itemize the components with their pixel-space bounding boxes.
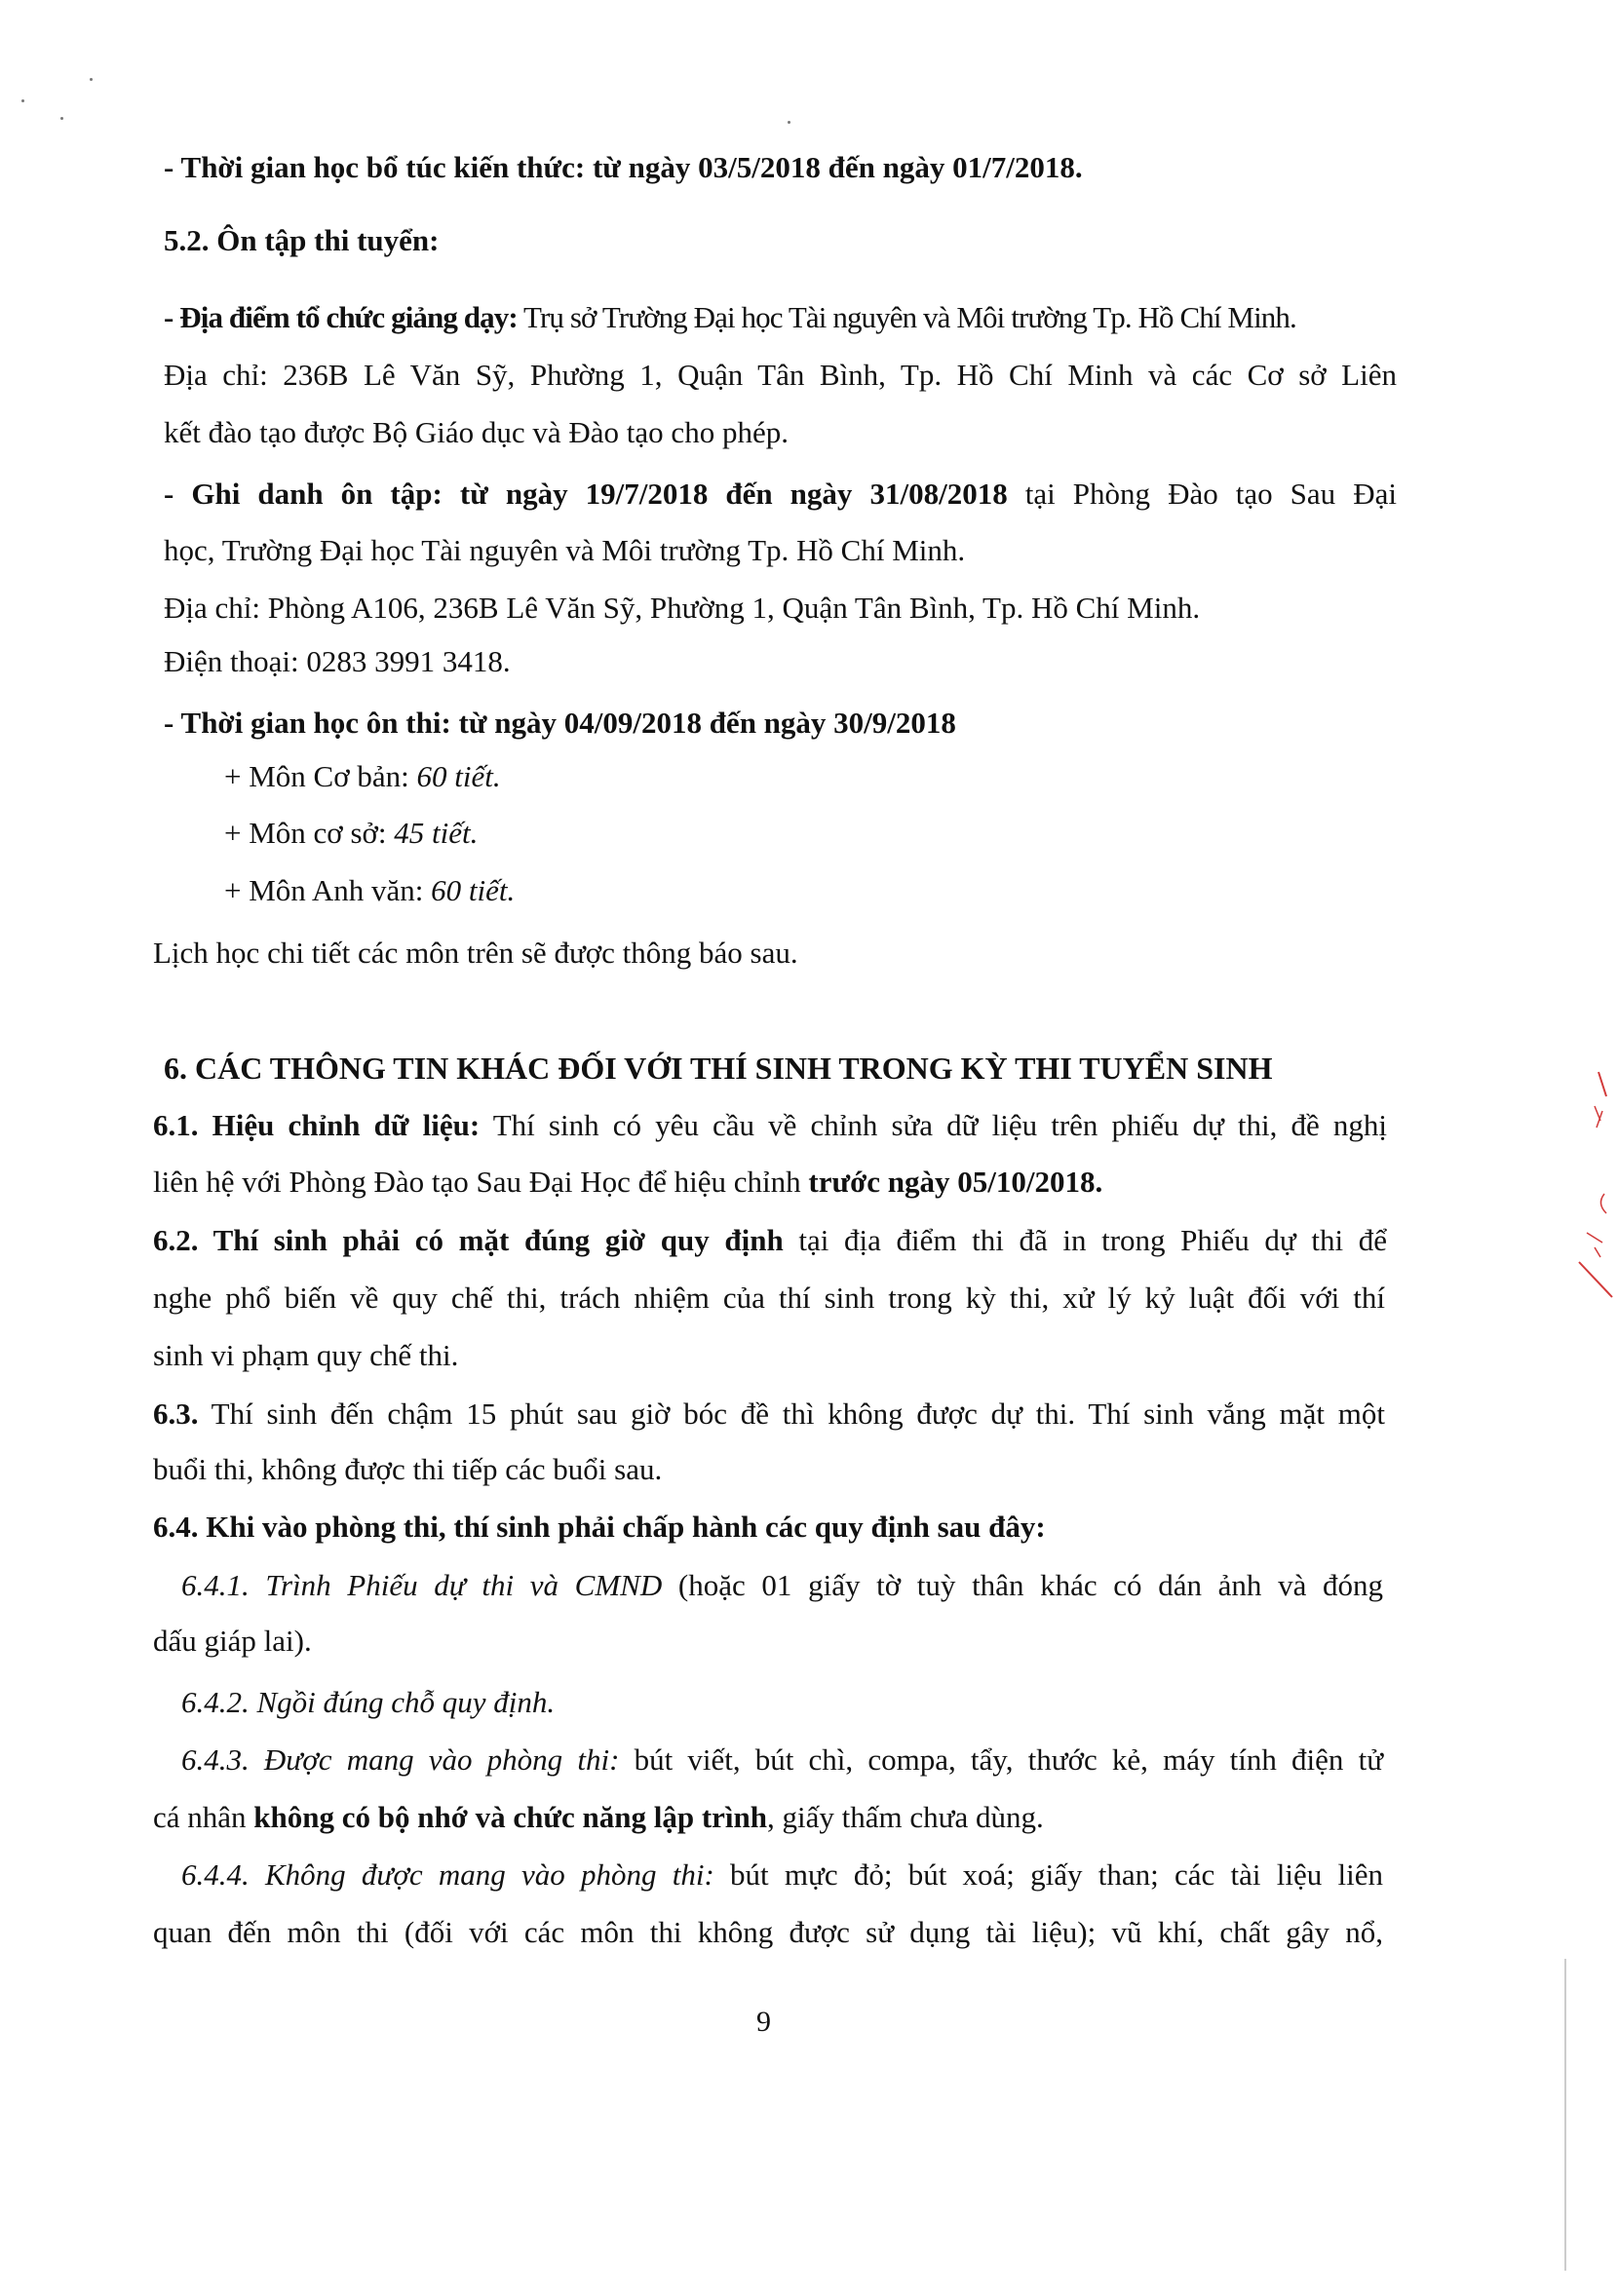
scan-speck (90, 78, 93, 81)
line-review-time: - Thời gian học ôn thi: từ ngày 04/09/2018 đến ngày 30/9/2018 (164, 706, 956, 740)
line-6-4-3-cont: cá nhân không có bộ nhớ và chức năng lập trình, giấy thấm chưa dùng. (153, 1800, 1044, 1834)
line-6-4-1-cont: dấu giáp lai). (153, 1624, 312, 1658)
line-subject-basic: + Môn Cơ bản: 60 tiết. (224, 759, 501, 793)
line-6-3-cont: buổi thi, không được thi tiếp các buổi sau. (153, 1452, 663, 1486)
line-phone: Điện thoại: 0283 3991 3418. (164, 644, 511, 678)
line-address-2: kết đào tạo được Bộ Giáo dục và Đào tạo cho phép. (164, 415, 789, 449)
line-subject-english: + Môn Anh văn: 60 tiết. (224, 873, 516, 907)
heading-section-6: 6. CÁC THÔNG TIN KHÁC ĐỐI VỚI THÍ SINH TRONG KỲ THI TUYỂN SINH (164, 1051, 1273, 1086)
line-schedule-note: Lịch học chi tiết các môn trên sẽ được thông báo sau. (153, 936, 798, 970)
line-subject-foundation: + Môn cơ sở: 45 tiết. (224, 816, 479, 850)
line-6-1: 6.1. Hiệu chỉnh dữ liệu: Thí sinh có yêu cầu về chỉnh sửa dữ liệu trên phiếu dự thi, đề nghị (153, 1108, 1387, 1142)
line-6-2-end: sinh vi phạm quy chế thi. (153, 1338, 459, 1372)
line-6-1-cont: liên hệ với Phòng Đào tạo Sau Đại Học để hiệu chỉnh trước ngày 05/10/2018. (153, 1165, 1103, 1199)
line-6-4-2: 6.4.2. Ngồi đúng chỗ quy định. (181, 1685, 556, 1719)
line-6-3: 6.3. Thí sinh đến chậm 15 phút sau giờ bóc đề thì không được dự thi. Thí sinh vắng mặt một (153, 1397, 1385, 1431)
line-teaching-location: - Địa điểm tổ chức giảng dạy: Trụ sở Trường Đại học Tài nguyên và Môi trường Tp. Hồ Chí Minh. (164, 300, 1296, 334)
line-6-4-4: 6.4.4. Không được mang vào phòng thi: bút mực đỏ; bút xoá; giấy than; các tài liệu liên (181, 1857, 1383, 1892)
line-registration: - Ghi danh ôn tập: từ ngày 19/7/2018 đến ngày 31/08/2018 tại Phòng Đào tạo Sau Đại (164, 477, 1397, 511)
line-address-1: Địa chỉ: 236B Lê Văn Sỹ, Phường 1, Quận Tân Bình, Tp. Hồ Chí Minh và các Cơ sở Liên (164, 358, 1397, 392)
line-registration-2: học, Trường Đại học Tài nguyên và Môi trường Tp. Hồ Chí Minh. (164, 533, 966, 567)
scan-edge-line (1564, 1959, 1566, 2271)
line-6-4-4-cont: quan đến môn thi (đối với các môn thi không được sử dụng tài liệu); vũ khí, chất gây nổ, (153, 1915, 1383, 1949)
scan-speck (60, 117, 63, 120)
line-study-time: - Thời gian học bổ túc kiến thức: từ ngày 03/5/2018 đến ngày 01/7/2018. (164, 150, 1083, 184)
scan-speck (21, 99, 24, 102)
line-6-4-1: 6.4.1. Trình Phiếu dự thi và CMND (hoặc 01 giấy tờ tuỳ thân khác có dán ảnh và đóng (181, 1568, 1383, 1602)
line-6-4-3: 6.4.3. Được mang vào phòng thi: bút viết, bút chì, compa, tẩy, thước kẻ, máy tính điện tử (181, 1742, 1383, 1777)
line-6-2-cont: nghe phổ biến về quy chế thi, trách nhiệm của thí sinh trong kỳ thi, xử lý kỷ luật đối với thí (153, 1281, 1385, 1315)
line-office-address: Địa chỉ: Phòng A106, 236B Lê Văn Sỹ, Phường 1, Quận Tân Bình, Tp. Hồ Chí Minh. (164, 591, 1201, 625)
stamp-edge-mark (1577, 1067, 1616, 1301)
line-6-4: 6.4. Khi vào phòng thi, thí sinh phải chấp hành các quy định sau đây: (153, 1510, 1046, 1544)
scan-speck (788, 121, 790, 124)
page-number: 9 (756, 2006, 771, 2038)
line-6-2: 6.2. Thí sinh phải có mặt đúng giờ quy định tại địa điểm thi đã in trong Phiếu dự thi để (153, 1223, 1387, 1257)
heading-5-2: 5.2. Ôn tập thi tuyển: (164, 223, 440, 257)
